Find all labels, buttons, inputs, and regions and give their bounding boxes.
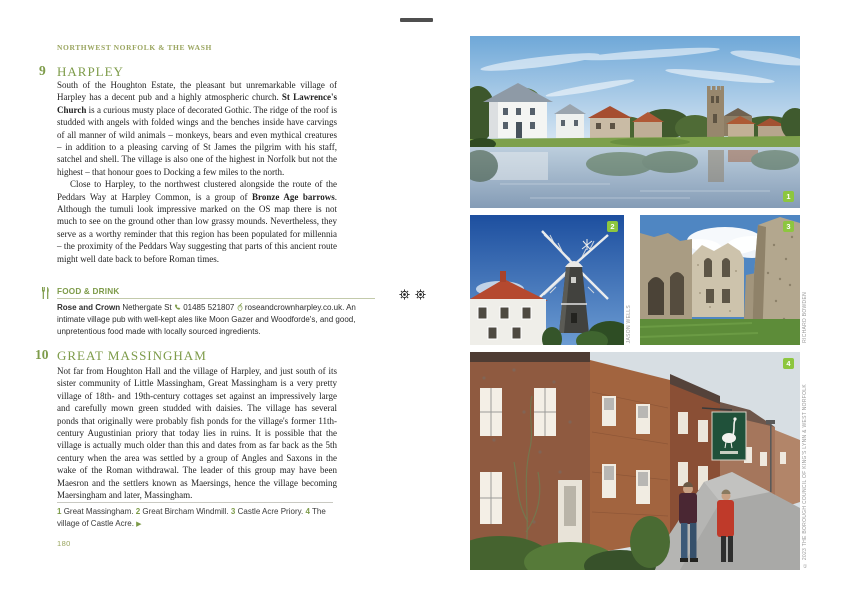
photo-castle-acre-priory [640,215,808,345]
paragraph: Not far from Houghton Hall and the village of Harpley, and just south of its sister community of Little Massingham, Great Massingham is a very pretty village of 18th- and 19th-century cottages set against an impressively large and carefully mown green studded with daisies. The village has several ponds that originally were probably fish ponds for the village's former 11th-century Augustinian priory that today lies in ruins. It is possible that the village is actually much older than this and dates from as far back as the 5th century when the area was settled by a group of Angles and Saxons in the wake of the Roman withdrawal. The leader of this group may have been Maesron and the settlers known as Maersings, hence the village becoming Maersingham and later, Massingham. [57,366,337,501]
caption-number: 2 [135,507,141,516]
photo-captions [57,506,339,530]
food-drink-entry [57,302,375,337]
photo-castle-acre-street [470,352,808,570]
caption-number: 3 [230,507,236,516]
rule [57,502,333,503]
caption-text: Castle Acre Priory. [237,507,304,516]
photo-number-badge: 1 [783,191,794,202]
venue-name: Rose and Crown [57,303,121,312]
photo-number-badge: 3 [783,221,794,232]
section-body-great-massingham [57,365,337,501]
photo-great-massingham-pond [470,36,800,208]
caption-number: 1 [57,507,62,516]
section-heading-great-massingham [35,347,207,364]
photo-great-bircham-windmill [470,215,632,345]
photo-number-badge: 2 [607,221,618,232]
caption-number: 4 [305,507,310,516]
caption-text: Great Massingham. [63,507,134,516]
section-title: GREAT MASSINGHAM [57,348,207,363]
photo-credit: © 2023 THE BOROUGH COUNCIL OF KING'S LYNN & WEST NORFOLK [802,383,808,568]
photo-credit: JASON WELLS [626,304,632,343]
section-body-harpley [57,79,337,265]
caption-text: Great Bircham Windmill. [142,507,229,516]
venue-phone: 01485 521807 [183,303,235,312]
venue-address: Nethergate St [122,303,172,312]
caption-arrow-icon: ▶ [136,520,142,528]
running-header: NORTHWEST NORFOLK & THE WASH [57,43,212,52]
section-number: 9 [39,63,46,78]
section-title: HARPLEY [57,64,124,79]
website-icon [237,303,243,312]
paragraph: South of the Houghton Estate, the pleasant but unremarkable village of Harpley has a decent pub and a highly atmospheric church. St Lawrence's Church is a curious musty place of decorated Gothic. The ridge of the roof is studded with angels with folded wings and the benches inside have carvings of all manner of wild animals – monkeys, bears and even mythical creatures – in addition to a pleasing carving of St James the pilgrim with his staff, satchel and shell. The village is also one of the highest in Norfolk but not the highest – that honour goes to Docking a few miles to the north. [57,80,337,177]
page-number: 180 [57,539,71,548]
section-heading-harpley [39,63,124,80]
paragraph: Close to Harpley, to the northwest clustered alongside the route of the Peddars Way at Harpley Common, is a group of Bronze Age barrows. Although the tumuli look impressive marked on the OS map there is not much to see on the ground other than low grassy mounds. Nevertheless, they serve as a worthy reminder that this region has been populated for millennia – the proximity of the Peddars Way suggesting that parts of this ancient route might well date back to before Roman times. [57,179,338,264]
rule [57,298,375,299]
phone-icon [174,303,181,312]
venue-description: An intimate village pub with well-kept ales like Moon Gazer and Woodforde's, and good, unpretentious food made with locally sourced ingredients. [57,303,356,336]
food-drink-icon [41,286,50,304]
photo-credit: RICHARD BOWDEN [802,292,808,343]
caption-text: The village of Castle Acre. [57,507,326,528]
food-drink-label: FOOD & DRINK [57,287,120,296]
venue-website: roseandcrownharpley.co.uk. [244,303,345,312]
photo-number-badge: 4 [783,358,794,369]
section-number: 10 [35,347,49,362]
